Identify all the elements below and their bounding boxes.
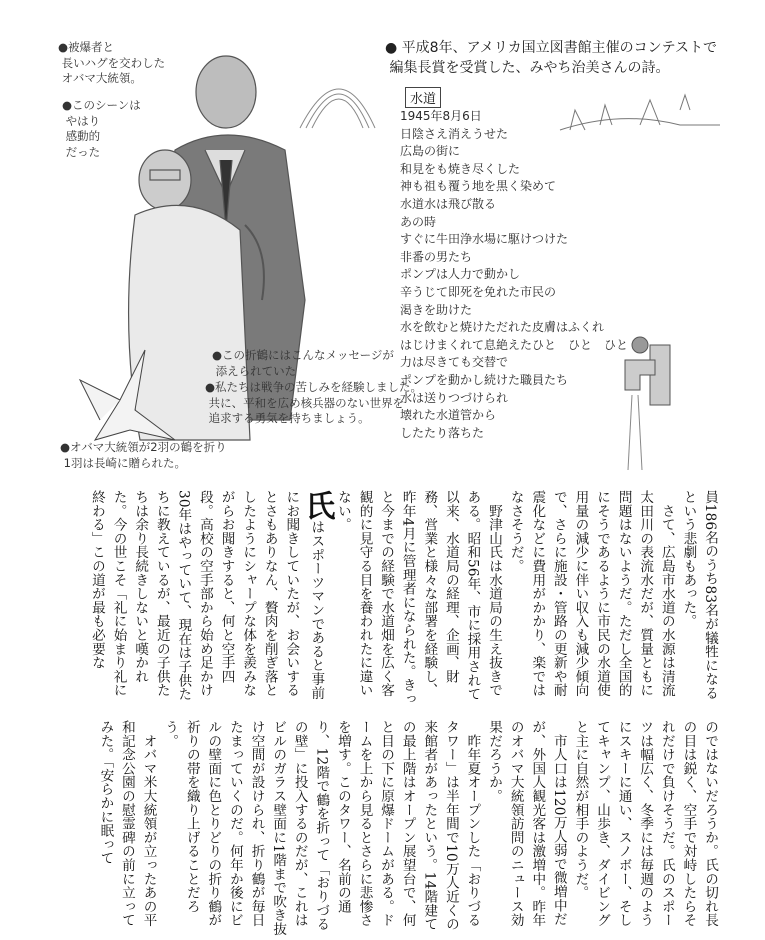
caption-crane-message: ●この折鶴にはこんなメッセージが 添えられていた xyxy=(212,348,394,378)
caption-obama-hug: ●被爆者と 長いハグを交わした オバマ大統領。 xyxy=(58,40,166,86)
article-top-body: 員186名のうち83名が犠牲になるという悲劇もあった。 さて、広島市水道の水源は清流太田川の表流水だが、質量ともに問題はないようだ。ただし全国的にそうであるように市民の水道使用量の減少に伴い収入も減少傾向で、さらに施設・管路の更新や耐震化などに費用がかかり、楽ではなさそうだ。 野津山氏は水道局の生え抜きである。昭和56年、市に採用されて以来、水道局の経理、企画、財務、営業と様々な部署を経験し、昨年4月に管理者になられた。きっと今までの経験で水道畑を広く客観的に見守る目を養われたに違いない。 xyxy=(334,490,718,706)
article-top-text xyxy=(55,490,720,710)
poem-title: 水道 xyxy=(405,87,441,108)
article-bottom-text: のではないだろうか。氏の切れ長の目は鋭く、空手で対峙したらそれだけで負けそうだ。氏のスポーツは幅広く、冬季には毎週のようにスキーに通い、スノボー、そしてキャンプ、山歩き、ダイビングと主に自然が相手のようだ。 市人口は120万人弱で微増中だが、外国人観光客は激増中。昨年のオバマ大統領訪問のニュース効果だろうか。 昨年夏オープンした「おりづるタワー」は半年間で10万人近くの来館者があったという。14階建ての最上階はオープン展望台で、何と目の下に原爆ドームがある。ドームを上から見るとさらに悲惨さを増す。このタワー、名前の通り、12階で鶴を折って「おりづるの壁」に投入するのだが、これはビルのガラス壁面に1階まで吹き抜け空間が設けられ、折り鶴が毎日たまっていくのだ。何年か後にビルの壁面に色とりどりの折り鶴が祈りの帯を織り上げることだろう。 オバマ米大統領が立ったあの平和記念公園の慰霊碑の前に立ってみた。「安らかに眠って xyxy=(97,720,718,936)
poem-text: 1945年8月6日 日陰さえ消えうせた 広島の街に 和見をも焼き尽くした 神も祖も覆う地を黒く染めて 水道水は飛び散る あの時 すぐに牛田浄水場に駆けつけた 非番の男たち ポンプは人力で動かし 辛うじて即死を免れた市民の 渇きを助けた 水を飲むと焼けただれた皮膚はふくれ はじけまくれて息絶えたひと ひと ひと 力は尽きても交替で ポンプを動かし続けた職員たち 水は送りつづけられ 壊れた水道管から したたり落ちた xyxy=(400,109,629,440)
faucet-sketch xyxy=(625,337,670,470)
poem-headnote: ● 平成8年、アメリカ国立図書館主催のコンテストで 編集長賞を受賞した、みやち治美さんの詩。 xyxy=(385,40,718,76)
article-bottom-block xyxy=(55,720,720,940)
rainbow-sketch xyxy=(300,89,375,128)
caption-scene: ●このシーンは やはり 感動的 だった xyxy=(62,98,141,159)
article-top-block xyxy=(55,490,720,710)
article-dropcap: 氏 xyxy=(299,490,335,521)
caption-crane-quote: ●私たちは戦争の苦しみを経験しました。 共に、平和を広め核兵器のない世界を 追求する勇気を持ちましょう。 xyxy=(205,380,423,426)
caption-crane-gift: ●オバマ大統領が2羽の鶴を折り 1羽は長崎に贈られた。 xyxy=(60,440,227,470)
article-top-body-2: はスポーツマンであると事前にお聞きしていたが、お会いするとさもありなん、贅肉を削ぎ落としたようにシャープな体を羨みながらお聞きすると、何と空手四段。高校の空手部から始め足かけ30年はやっていて、現在は子供たちに教えているが、最近の子供たちは余り長続きしないと嘆かれた。今の世こそ「礼に始まり礼に終わる」この道が最も必要な xyxy=(88,490,325,701)
